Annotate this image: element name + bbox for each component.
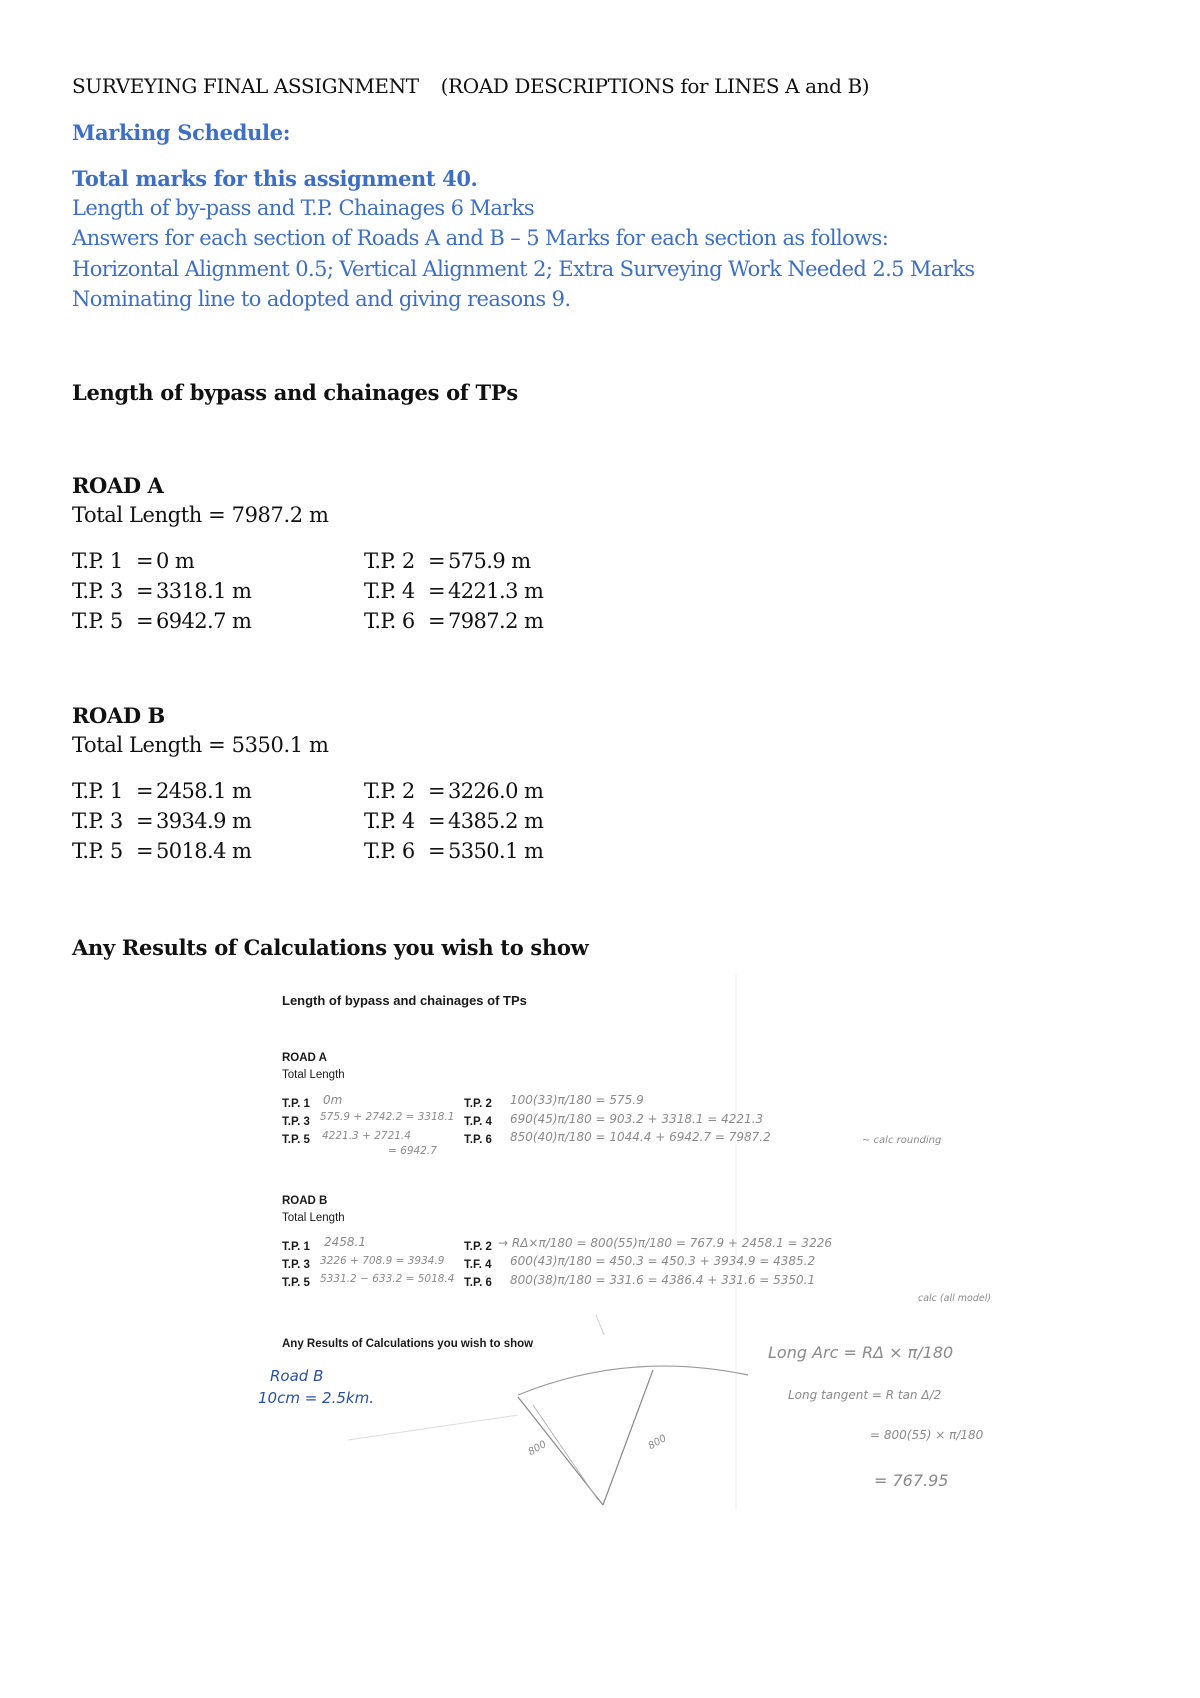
scan-tp-label: T.P. 3 xyxy=(282,1259,310,1271)
road-a-tp-3: T.P. 3 = 3318.1 m xyxy=(72,579,252,603)
results-heading: Any Results of Calculations you wish to show xyxy=(72,935,589,960)
handwriting: Long Arc = RΔ × π/180 xyxy=(768,1343,954,1362)
road-b-tp-1: T.P. 1 = 2458.1 m xyxy=(72,779,252,803)
handwriting-scale: 10cm = 2.5km. xyxy=(258,1389,374,1407)
title-sub: (ROAD DESCRIPTIONS for LINES A and B) xyxy=(440,74,870,98)
handwriting: 5331.2 − 633.2 = 5018.4 xyxy=(320,1273,455,1285)
handwriting: calc (all model) xyxy=(918,1293,992,1304)
handwriting: 600(43)π/180 = 450.3 = 450.3 + 3934.9 = 4385.2 xyxy=(510,1254,816,1268)
road-a-heading: ROAD A xyxy=(72,473,164,498)
scan-road-a: ROAD A xyxy=(282,1052,327,1064)
scan-total-length: Total Length xyxy=(282,1212,345,1224)
road-a-tp-2: T.P. 2 = 575.9 m xyxy=(364,549,531,573)
scan-tp-label: T.P. 5 xyxy=(282,1277,310,1289)
road-a-tp-1: T.P. 1 = 0 m xyxy=(72,549,195,573)
title-main: SURVEYING FINAL ASSIGNMENT xyxy=(72,74,419,98)
road-a-total-length: Total Length = 7987.2 m xyxy=(72,503,329,527)
handwriting: = 800(55) × π/180 xyxy=(870,1428,984,1442)
road-b-tp-2: T.P. 2 = 3226.0 m xyxy=(364,779,544,803)
handwriting: 800 xyxy=(646,1432,669,1453)
road-b-tp-5: T.P. 5 = 5018.4 m xyxy=(72,839,252,863)
scan-tp-label: T.P. 5 xyxy=(282,1134,310,1146)
handwriting: 4221.3 + 2721.4 xyxy=(322,1130,411,1142)
road-b-total-length: Total Length = 5350.1 m xyxy=(72,733,329,757)
road-a-tp-6: T.P. 6 = 7987.2 m xyxy=(364,609,544,633)
scan-results-heading: Any Results of Calculations you wish to show xyxy=(282,1338,534,1350)
handwriting: 575.9 + 2742.2 = 3318.1 xyxy=(320,1111,455,1123)
marking-line: Length of by-pass and T.P. Chainages 6 Marks xyxy=(72,196,535,220)
total-marks: Total marks for this assignment 40. xyxy=(72,166,478,191)
road-a-tp-4: T.P. 4 = 4221.3 m xyxy=(364,579,544,603)
scan-tp-label: T.P. 4 xyxy=(464,1116,492,1128)
marking-line: Horizontal Alignment 0.5; Vertical Alignment 2; Extra Surveying Work Needed 2.5 Marks xyxy=(72,257,975,281)
handwriting: 0m xyxy=(323,1093,343,1107)
handwriting-road-b-label: Road B xyxy=(270,1367,324,1385)
road-a-tp-5: T.P. 5 = 6942.7 m xyxy=(72,609,252,633)
road-b-tp-4: T.P. 4 = 4385.2 m xyxy=(364,809,544,833)
scan-tp-label: T.P. 3 xyxy=(282,1116,310,1128)
scan-tp-label: T.P. 6 xyxy=(464,1134,492,1146)
road-b-tp-6: T.P. 6 = 5350.1 m xyxy=(364,839,544,863)
handwriting: 2458.1 xyxy=(324,1235,366,1249)
scan-heading: Length of bypass and chainages of TPs xyxy=(282,993,527,1008)
scan-total-length: Total Length xyxy=(282,1069,345,1081)
handwriting: → RΔ×π/180 = 800(55)π/180 = 767.9 + 2458.1 = 3226 xyxy=(498,1236,832,1250)
handwriting: 690(45)π/180 = 903.2 + 3318.1 = 4221.3 xyxy=(510,1112,764,1126)
scan-tp-label: T.P. 2 xyxy=(464,1241,492,1253)
scan-tp-label: T.F. 4 xyxy=(464,1259,492,1271)
road-b-heading: ROAD B xyxy=(72,703,165,728)
bypass-heading: Length of bypass and chainages of TPs xyxy=(72,380,518,405)
handwriting: = 6942.7 xyxy=(388,1145,437,1157)
road-b-tp-3: T.P. 3 = 3934.9 m xyxy=(72,809,252,833)
marking-schedule-heading: Marking Schedule: xyxy=(72,120,291,145)
handwriting: 850(40)π/180 = 1044.4 + 6942.7 = 7987.2 xyxy=(510,1130,771,1144)
handwriting: 100(33)π/180 = 575.9 xyxy=(510,1093,644,1107)
scan-road-b: ROAD B xyxy=(282,1195,328,1207)
handwriting: Long tangent = R tan Δ/2 xyxy=(788,1388,942,1402)
marking-line: Answers for each section of Roads A and B – 5 Marks for each section as follows: xyxy=(72,226,889,250)
handwriting: ~ calc rounding xyxy=(862,1135,942,1146)
marking-line: Nominating line to adopted and giving reasons 9. xyxy=(72,287,571,311)
scan-tp-label: T.P. 1 xyxy=(282,1098,310,1110)
scan-tp-label: T.P. 1 xyxy=(282,1241,310,1253)
scan-tp-label: T.P. 2 xyxy=(464,1098,492,1110)
assignment-title xyxy=(72,74,869,98)
handwriting: = 767.95 xyxy=(874,1471,949,1490)
handwriting: 800(38)π/180 = 331.6 = 4386.4 + 331.6 = 5350.1 xyxy=(510,1273,816,1287)
scan-tp-label: T.P. 6 xyxy=(464,1277,492,1289)
handwriting: 3226 + 708.9 = 3934.9 xyxy=(320,1255,445,1267)
handwriting: 800 xyxy=(526,1438,549,1459)
scanned-calculation-image xyxy=(228,975,1004,1510)
